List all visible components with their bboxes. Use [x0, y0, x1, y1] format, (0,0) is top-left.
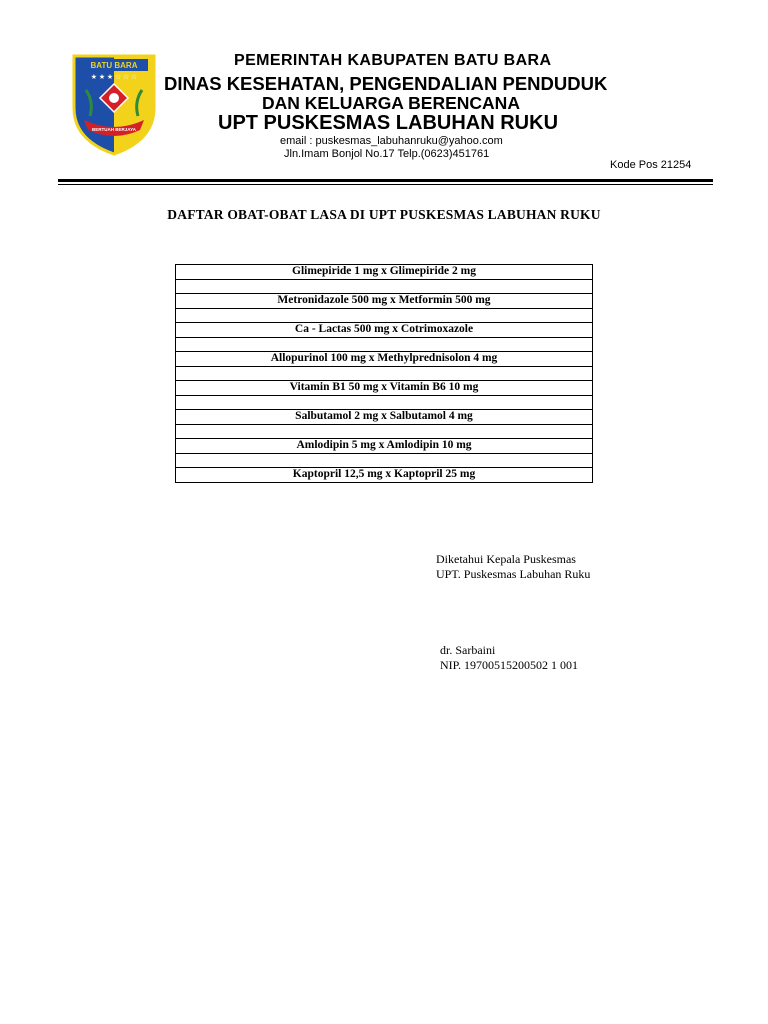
table-row	[176, 468, 593, 483]
signatory-name: dr. Sarbaini	[440, 643, 496, 657]
logo-top-text: BATU BARA	[90, 61, 138, 70]
drug-pair-cell: Salbutamol 2 mg x Salbutamol 4 mg	[176, 410, 593, 425]
spacer-cell	[176, 453, 593, 468]
drug-pair-cell: Vitamin B1 50 mg x Vitamin B6 10 mg	[176, 381, 593, 396]
letterhead-government: PEMERINTAH KABUPATEN BATU BARA	[234, 52, 552, 69]
table-row	[176, 265, 593, 280]
spacer-cell	[176, 366, 593, 381]
spacer-cell	[176, 395, 593, 410]
letterhead	[58, 48, 713, 178]
letterhead-unit: UPT PUSKESMAS LABUHAN RUKU	[218, 112, 559, 134]
table-row	[176, 439, 593, 454]
table-row	[176, 366, 593, 381]
table-row	[176, 453, 593, 468]
letterhead-postal-code: Kode Pos 21254	[610, 159, 692, 171]
spacer-cell	[176, 424, 593, 439]
signatory-nip: NIP. 19700515200502 1 001	[440, 658, 579, 672]
signature-acknowledged-by: Diketahui Kepala Puskesmas	[436, 552, 576, 566]
letterhead-department-cont: DAN KELUARGA BERENCANA	[262, 93, 520, 113]
letterhead-department: DINAS KESEHATAN, PENGENDALIAN PENDUDUK	[164, 73, 608, 94]
drug-pair-cell: Kaptopril 12,5 mg x Kaptopril 25 mg	[176, 468, 593, 483]
letterhead-email: email : puskesmas_labuhanruku@yahoo.com	[280, 135, 503, 147]
table-row	[176, 323, 593, 338]
signature-institution: UPT. Puskesmas Labuhan Ruku	[436, 567, 591, 581]
batu-bara-logo	[68, 50, 160, 158]
drug-pair-cell: Amlodipin 5 mg x Amlodipin 10 mg	[176, 439, 593, 454]
table-row	[176, 410, 593, 425]
letterhead-divider-thick	[58, 179, 713, 182]
table-row	[176, 279, 593, 294]
drug-pair-cell: Metronidazole 500 mg x Metformin 500 mg	[176, 294, 593, 309]
spacer-cell	[176, 337, 593, 352]
table-row	[176, 352, 593, 367]
letterhead-address: Jln.Imam Bonjol No.17 Telp.(0623)451761	[284, 148, 490, 160]
svg-text:★ ★ ★ ☆ ☆ ☆: ★ ★ ★ ☆ ☆ ☆	[90, 73, 138, 81]
table-row	[176, 424, 593, 439]
logo-banner-text: BERTUAH BERJAYA	[92, 127, 136, 132]
spacer-cell	[176, 308, 593, 323]
table-row	[176, 308, 593, 323]
table-row	[176, 337, 593, 352]
table-row	[176, 381, 593, 396]
letterhead-divider-thin	[58, 184, 713, 185]
document-title: DAFTAR OBAT-OBAT LASA DI UPT PUSKESMAS LABUHAN RUKU	[167, 207, 601, 222]
drug-pair-cell: Allopurinol 100 mg x Methylprednisolon 4 mg	[176, 352, 593, 367]
lasa-drug-table	[175, 264, 593, 483]
drug-pair-cell: Glimepiride 1 mg x Glimepiride 2 mg	[176, 265, 593, 280]
table-row	[176, 395, 593, 410]
drug-pair-cell: Ca - Lactas 500 mg x Cotrimoxazole	[176, 323, 593, 338]
table-row	[176, 294, 593, 309]
shield-emblem-icon	[68, 50, 160, 158]
spacer-cell	[176, 279, 593, 294]
